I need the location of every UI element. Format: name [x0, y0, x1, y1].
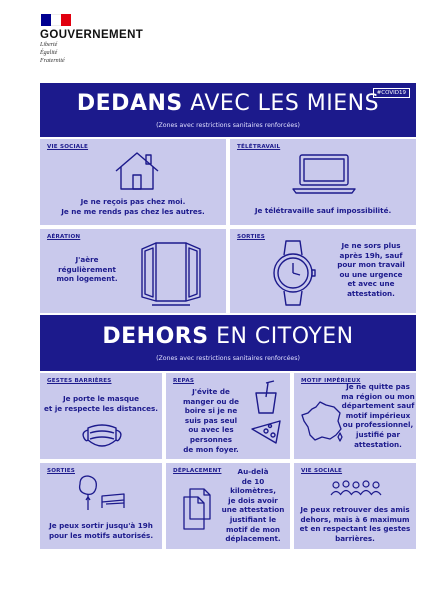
text-line: justifiant le	[229, 514, 277, 524]
text-line: pour les motifs autorisés.	[48, 530, 154, 540]
card-text	[40, 521, 162, 540]
text-line: motif impérieux	[345, 410, 411, 420]
card-text	[180, 387, 242, 454]
text-line: une attestation	[221, 505, 285, 515]
card-label: SORTIES	[47, 468, 75, 474]
card-text	[230, 206, 416, 216]
card-teletravail	[230, 139, 416, 225]
documents-icon	[180, 487, 214, 531]
text-line: pour mon travail	[337, 260, 405, 270]
text-line: suis pas seul	[184, 415, 238, 425]
dehors-subtitle: (Zones avec restrictions sanitaires renforcées)	[156, 355, 300, 362]
france-map-icon	[300, 399, 344, 443]
card-text	[48, 255, 126, 284]
text-line: Je ne reçois pas chez moi.	[80, 197, 186, 206]
watch-icon	[270, 239, 316, 307]
card-text	[218, 467, 288, 544]
text-line: de mon foyer.	[183, 444, 239, 454]
text-line: de 10	[241, 476, 265, 486]
card-sorties-dehors	[40, 463, 162, 549]
government-header	[40, 14, 143, 65]
dedans-title	[40, 83, 416, 116]
card-vie-sociale-dehors	[294, 463, 416, 549]
window-icon	[138, 237, 204, 309]
food-icon	[246, 379, 286, 451]
card-deplacement	[166, 463, 290, 549]
text-line: régulièrement	[58, 264, 116, 274]
text-line: motif de mon	[225, 524, 281, 534]
dehors-title-rest: EN CITOYEN	[208, 324, 354, 349]
text-line: J'aère	[75, 255, 99, 264]
mask-icon	[80, 420, 124, 452]
text-line: justifié par	[355, 429, 400, 439]
card-motif-imperieux	[294, 373, 416, 459]
text-line: je dois avoir	[228, 495, 278, 505]
text-line: attestation.	[354, 439, 402, 449]
card-label: DÉPLACEMENT	[173, 468, 222, 474]
dehors-banner	[40, 315, 416, 371]
card-text	[330, 241, 412, 299]
text-line: après 19h, sauf	[339, 250, 403, 260]
text-line: ou une urgence	[339, 269, 403, 279]
text-line: Je ne me rends pas chez les autres.	[61, 206, 205, 216]
text-line: kilomètres,	[230, 486, 276, 496]
covid-poster	[40, 83, 416, 583]
text-line: barrières.	[335, 533, 375, 543]
park-bench-icon	[76, 472, 128, 512]
card-label: TÉLÉTRAVAIL	[237, 144, 281, 150]
laptop-icon	[290, 153, 358, 195]
covid-tag: #COVID19	[373, 88, 410, 98]
dedans-subtitle: (Zones avec restrictions sanitaires renforcées)	[156, 122, 300, 129]
text-line: Je télétravaille sauf impossibilité.	[254, 206, 392, 215]
group-icon	[328, 479, 384, 499]
text-line: et avec une	[347, 279, 395, 289]
text-line: mon logement.	[56, 274, 118, 284]
card-label: REPAS	[173, 378, 195, 384]
dedans-title-bold: DEDANS	[76, 91, 183, 116]
text-line: Je peux sortir jusqu'à 19h	[49, 521, 153, 530]
card-label: MOTIF IMPÉRIEUX	[301, 378, 361, 384]
dedans-banner	[40, 83, 416, 137]
motto-line-2: Égalité	[40, 50, 58, 56]
text-line: Je ne sors plus	[341, 241, 401, 250]
org-name: GOUVERNEMENT	[40, 29, 144, 41]
card-aeration	[40, 229, 226, 313]
card-text	[40, 197, 226, 216]
text-line: et en respectant les gestes	[299, 524, 411, 534]
card-label: VIE SOCIALE	[301, 468, 343, 474]
text-line: personnes	[189, 434, 233, 444]
text-line: Je porte le masque	[62, 394, 140, 403]
card-gestes-barrieres	[40, 373, 162, 459]
card-text	[294, 505, 416, 543]
text-line: J'évite de	[192, 387, 230, 396]
card-sorties-dedans	[230, 229, 416, 313]
text-line: Je peux retrouver des amis	[300, 505, 410, 514]
text-line: et je respecte les distances.	[44, 403, 158, 413]
text-line: boire si je ne	[184, 406, 238, 416]
card-vie-sociale-dedans	[40, 139, 226, 225]
card-label: GESTES BARRIÈRES	[47, 378, 112, 384]
text-line: Je ne quitte pas	[346, 382, 410, 391]
text-line: ma région ou mon	[341, 391, 415, 401]
text-line: ou avec les	[188, 425, 234, 435]
text-line: manger ou de	[182, 396, 240, 406]
dehors-title-bold: DEHORS	[102, 324, 209, 349]
text-line: dehors, mais à 6 maximum	[300, 514, 410, 524]
card-text	[40, 394, 162, 413]
text-line: département sauf	[341, 401, 415, 411]
house-icon	[112, 149, 162, 193]
dehors-title	[40, 315, 416, 349]
text-line: Au-delà	[237, 467, 269, 476]
text-line: attestation.	[347, 288, 395, 298]
dedans-title-rest: AVEC LES MIENS	[182, 91, 380, 116]
text-line: déplacement.	[225, 534, 281, 544]
card-text	[340, 382, 416, 449]
text-line: ou professionnel,	[342, 420, 414, 430]
card-repas	[166, 373, 290, 459]
card-label: VIE SOCIALE	[47, 144, 89, 150]
motto-line-3: Fraternité	[40, 58, 65, 64]
card-label: SORTIES	[237, 234, 265, 240]
card-label: AÉRATION	[47, 234, 81, 240]
french-flag-icon	[41, 14, 71, 26]
motto-line-1: Liberté	[40, 42, 58, 48]
